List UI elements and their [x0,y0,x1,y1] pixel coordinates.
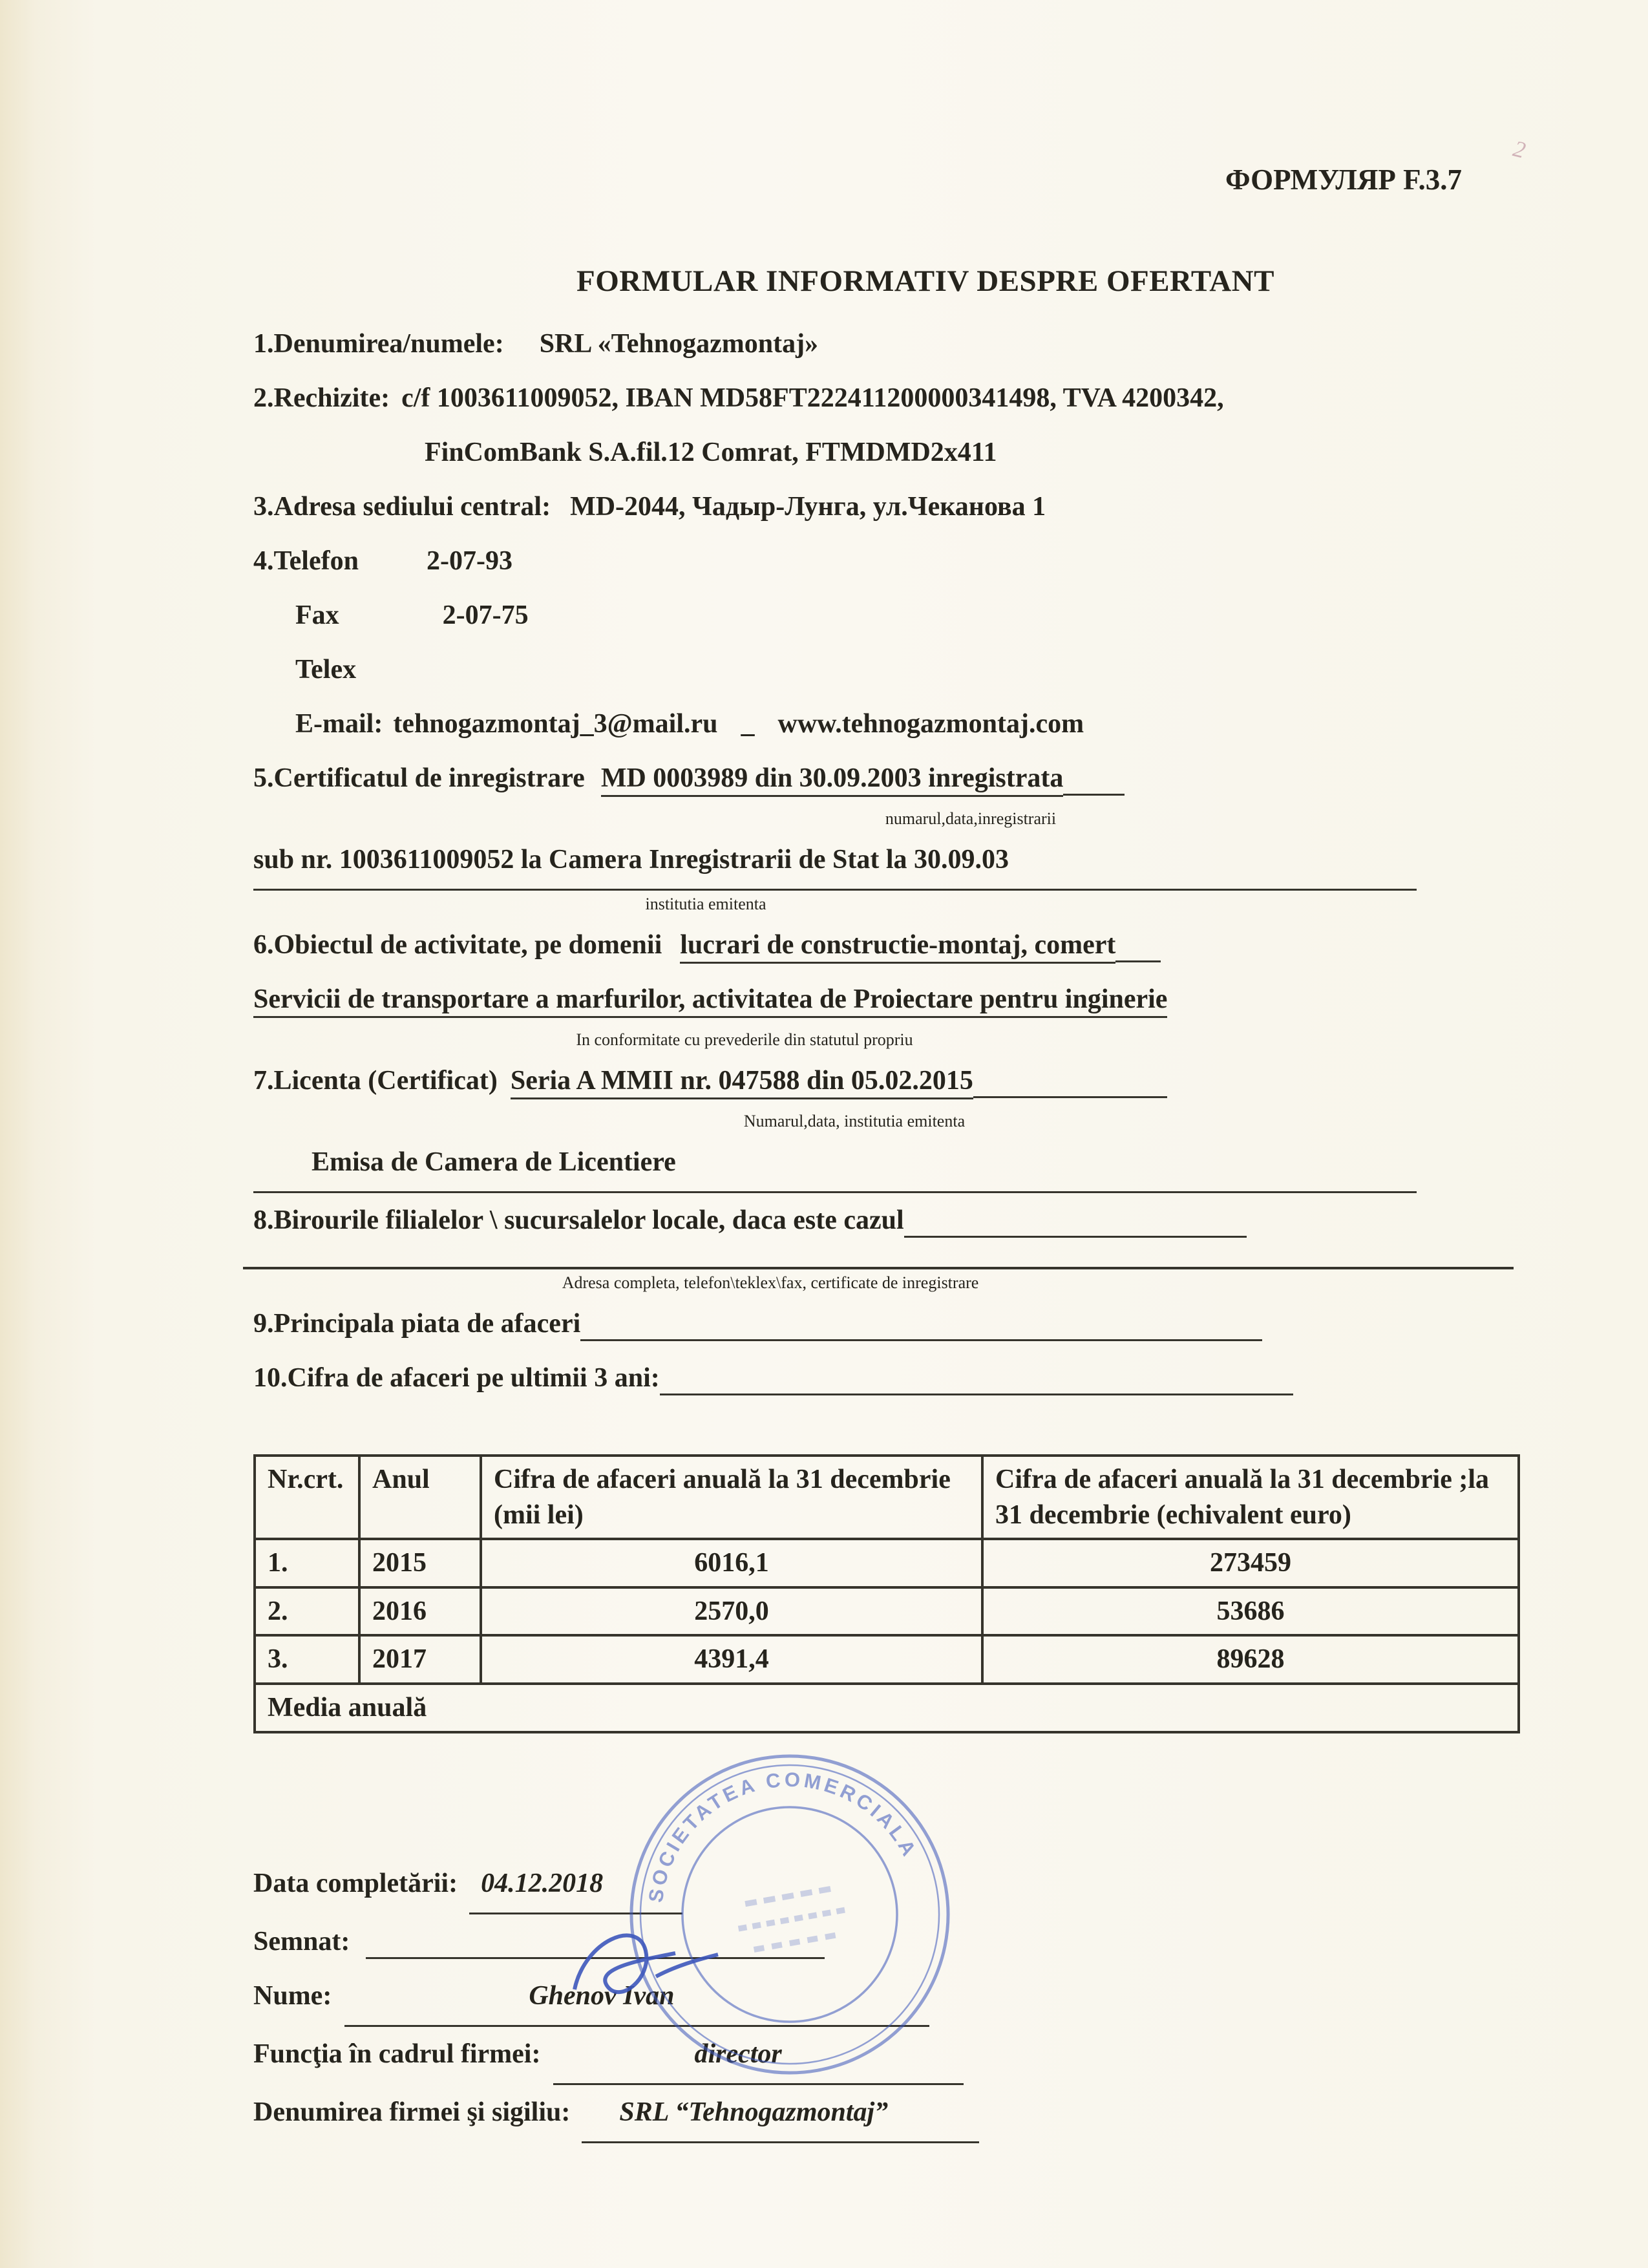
field-adresa-label: 3.Adresa sediului central: [253,492,551,522]
cell-cifra-euro: 53686 [982,1587,1519,1636]
handwritten-signature [547,1913,754,2030]
cell-anul: 2015 [359,1539,481,1587]
field-adresa [253,480,1520,534]
turnover-table [253,1454,1520,1733]
cell-cifra-euro: 273459 [982,1539,1519,1587]
field-piata [253,1297,1520,1351]
field-obiect-value2: Servicii de transportare a marfurilor, activitatea de Proiectare pentru inginerie [253,984,1167,1018]
field-obiect [253,918,1520,972]
field-obiect-line2 [253,972,1520,1026]
field-denumirea-label: 1.Denumirea/numele: [253,329,504,359]
field-certificat-line2 [253,832,1520,891]
field-certificat [253,751,1520,805]
field-cifra-afaceri [253,1351,1520,1405]
field-cifra-afaceri-label: 10.Cifra de afaceri pe ultimii 3 ani: [253,1363,660,1393]
field-telex-label: Telex [295,655,357,684]
field-telefon [253,534,1520,588]
field-email-separator: _ [741,709,755,739]
field-licenta-line2 [253,1135,1520,1193]
table-row [255,1539,1519,1587]
field-rechizite-line2 [253,425,1520,480]
field-email-label: E-mail: [295,709,383,739]
col-header-cifra-euro: Cifra de afaceri anuală la 31 decembrie ;la 31 decembrie (echivalent euro) [982,1456,1519,1539]
table-header-row [255,1456,1519,1539]
field-rechizite-value2: FinComBank S.A.fil.12 Comrat, FTMDMD2x411 [425,438,997,467]
field-denumirea-value: SRL «Tehnogazmontaj» [539,329,819,359]
caption-numarul-institutia: Numarul,data, institutia emitenta [743,1112,966,1130]
field-nume-label: Nume: [253,1980,332,2011]
field-functia-value: director [553,2027,964,2085]
cell-nr: 1. [255,1539,359,1587]
field-nume-value: Ghenov Ivan [344,1969,929,2027]
field-rechizite-value: c/f 1003611009052, IBAN MD58FT222411200000341498, TVA 4200342, [401,383,1224,413]
cell-cifra-lei: 6016,1 [481,1539,982,1587]
field-data-value: 04.12.2018 [469,1856,682,1914]
page-number: 2 [1510,135,1528,164]
col-header-anul: Anul [359,1456,481,1539]
field-telefon-value: 2-07-93 [426,546,512,576]
cell-media-anuala: Media anuală [255,1684,1519,1732]
field-data-label: Data completării: [253,1868,458,1898]
col-header-cifra-lei: Cifra de afaceri anuală la 31 decembrie (mii lei) [481,1456,982,1539]
field-certificat-label: 5.Certificatul de inregistrare [253,763,585,793]
field-piata-label: 9.Principala piata de afaceri [253,1309,581,1339]
field-denumirea-firmei-value: SRL “Tehnogazmontaj” [582,2085,979,2143]
cell-cifra-lei: 4391,4 [481,1635,982,1684]
table-footer-row [255,1684,1519,1732]
form-code: ФОРМУЛЯР F.3.7 [1225,164,1462,196]
field-licenta-value2: Emisa de Camera de Licentiere [253,1135,1417,1193]
field-rechizite [253,371,1520,425]
field-denumirea [253,317,1520,371]
caption-institutia-emitenta: institutia emitenta [645,895,766,913]
field-certificat-value2: sub nr. 1003611009052 la Camera Inregistrarii de Stat la 30.09.03 [253,832,1417,891]
field-website-value: www.tehnogazmontaj.com [777,709,1084,739]
col-header-nrcrt: Nr.crt. [255,1456,359,1539]
cell-cifra-lei: 2570,0 [481,1587,982,1636]
field-licenta-label: 7.Licenta (Certificat) [253,1066,498,1096]
field-obiect-label: 6.Obiectul de activitate, pe domenii [253,930,662,960]
field-fax-value: 2-07-75 [442,600,529,630]
field-adresa-value: MD-2044, Чадыр-Лунга, ул.Чеканова 1 [570,492,1046,522]
field-functia-label: Funcţia în cadrul firmei: [253,2039,541,2069]
cell-nr: 2. [255,1587,359,1636]
caption-statut-propriu: In conformitate cu prevederile din statutul propriu [576,1030,913,1049]
field-licenta-value: Seria A MMII nr. 047588 din 05.02.2015 [511,1066,973,1099]
field-obiect-value: lucrari de constructie-montaj, comert [680,930,1115,964]
cell-anul: 2017 [359,1635,481,1684]
field-rechizite-label: 2.Rechizite: [253,383,390,413]
field-licenta [253,1054,1520,1108]
form-content [253,264,1520,2143]
field-denumirea-firmei-label: Denumirea firmei şi sigiliu: [253,2097,571,2127]
form-title: FORMULAR INFORMATIV DESPRE OFERTANT [576,264,1274,298]
table-row [255,1587,1519,1636]
field-fax-label: Fax [295,600,339,630]
table-row [255,1635,1519,1684]
field-birouri [253,1193,1520,1247]
field-semnat-label: Semnat: [253,1926,350,1956]
field-birouri-label: 8.Birourile filialelor \ sucursalelor locale, daca este cazul [253,1205,904,1235]
cell-nr: 3. [255,1635,359,1684]
field-denumirea-firmei [253,2085,1520,2143]
field-email [253,697,1520,751]
cell-cifra-euro: 89628 [982,1635,1519,1684]
signature-block [253,1768,1520,2143]
field-fax [253,588,1520,642]
field-certificat-value: MD 0003989 din 30.09.2003 inregistrata [601,763,1064,797]
field-email-value: tehnogazmontaj_3@mail.ru [393,709,718,739]
field-telefon-label: 4.Telefon [253,546,359,576]
cell-anul: 2016 [359,1587,481,1636]
stamp-arc-text: SOCIETATEA COMERCIALA [644,1768,922,1904]
caption-numarul-data: numarul,data,inregistrarii [885,809,1057,828]
caption-adresa-completa: Adresa completa, telefon\teklex\fax, certificate de inregistrare [562,1273,979,1292]
field-telex [253,642,1520,697]
